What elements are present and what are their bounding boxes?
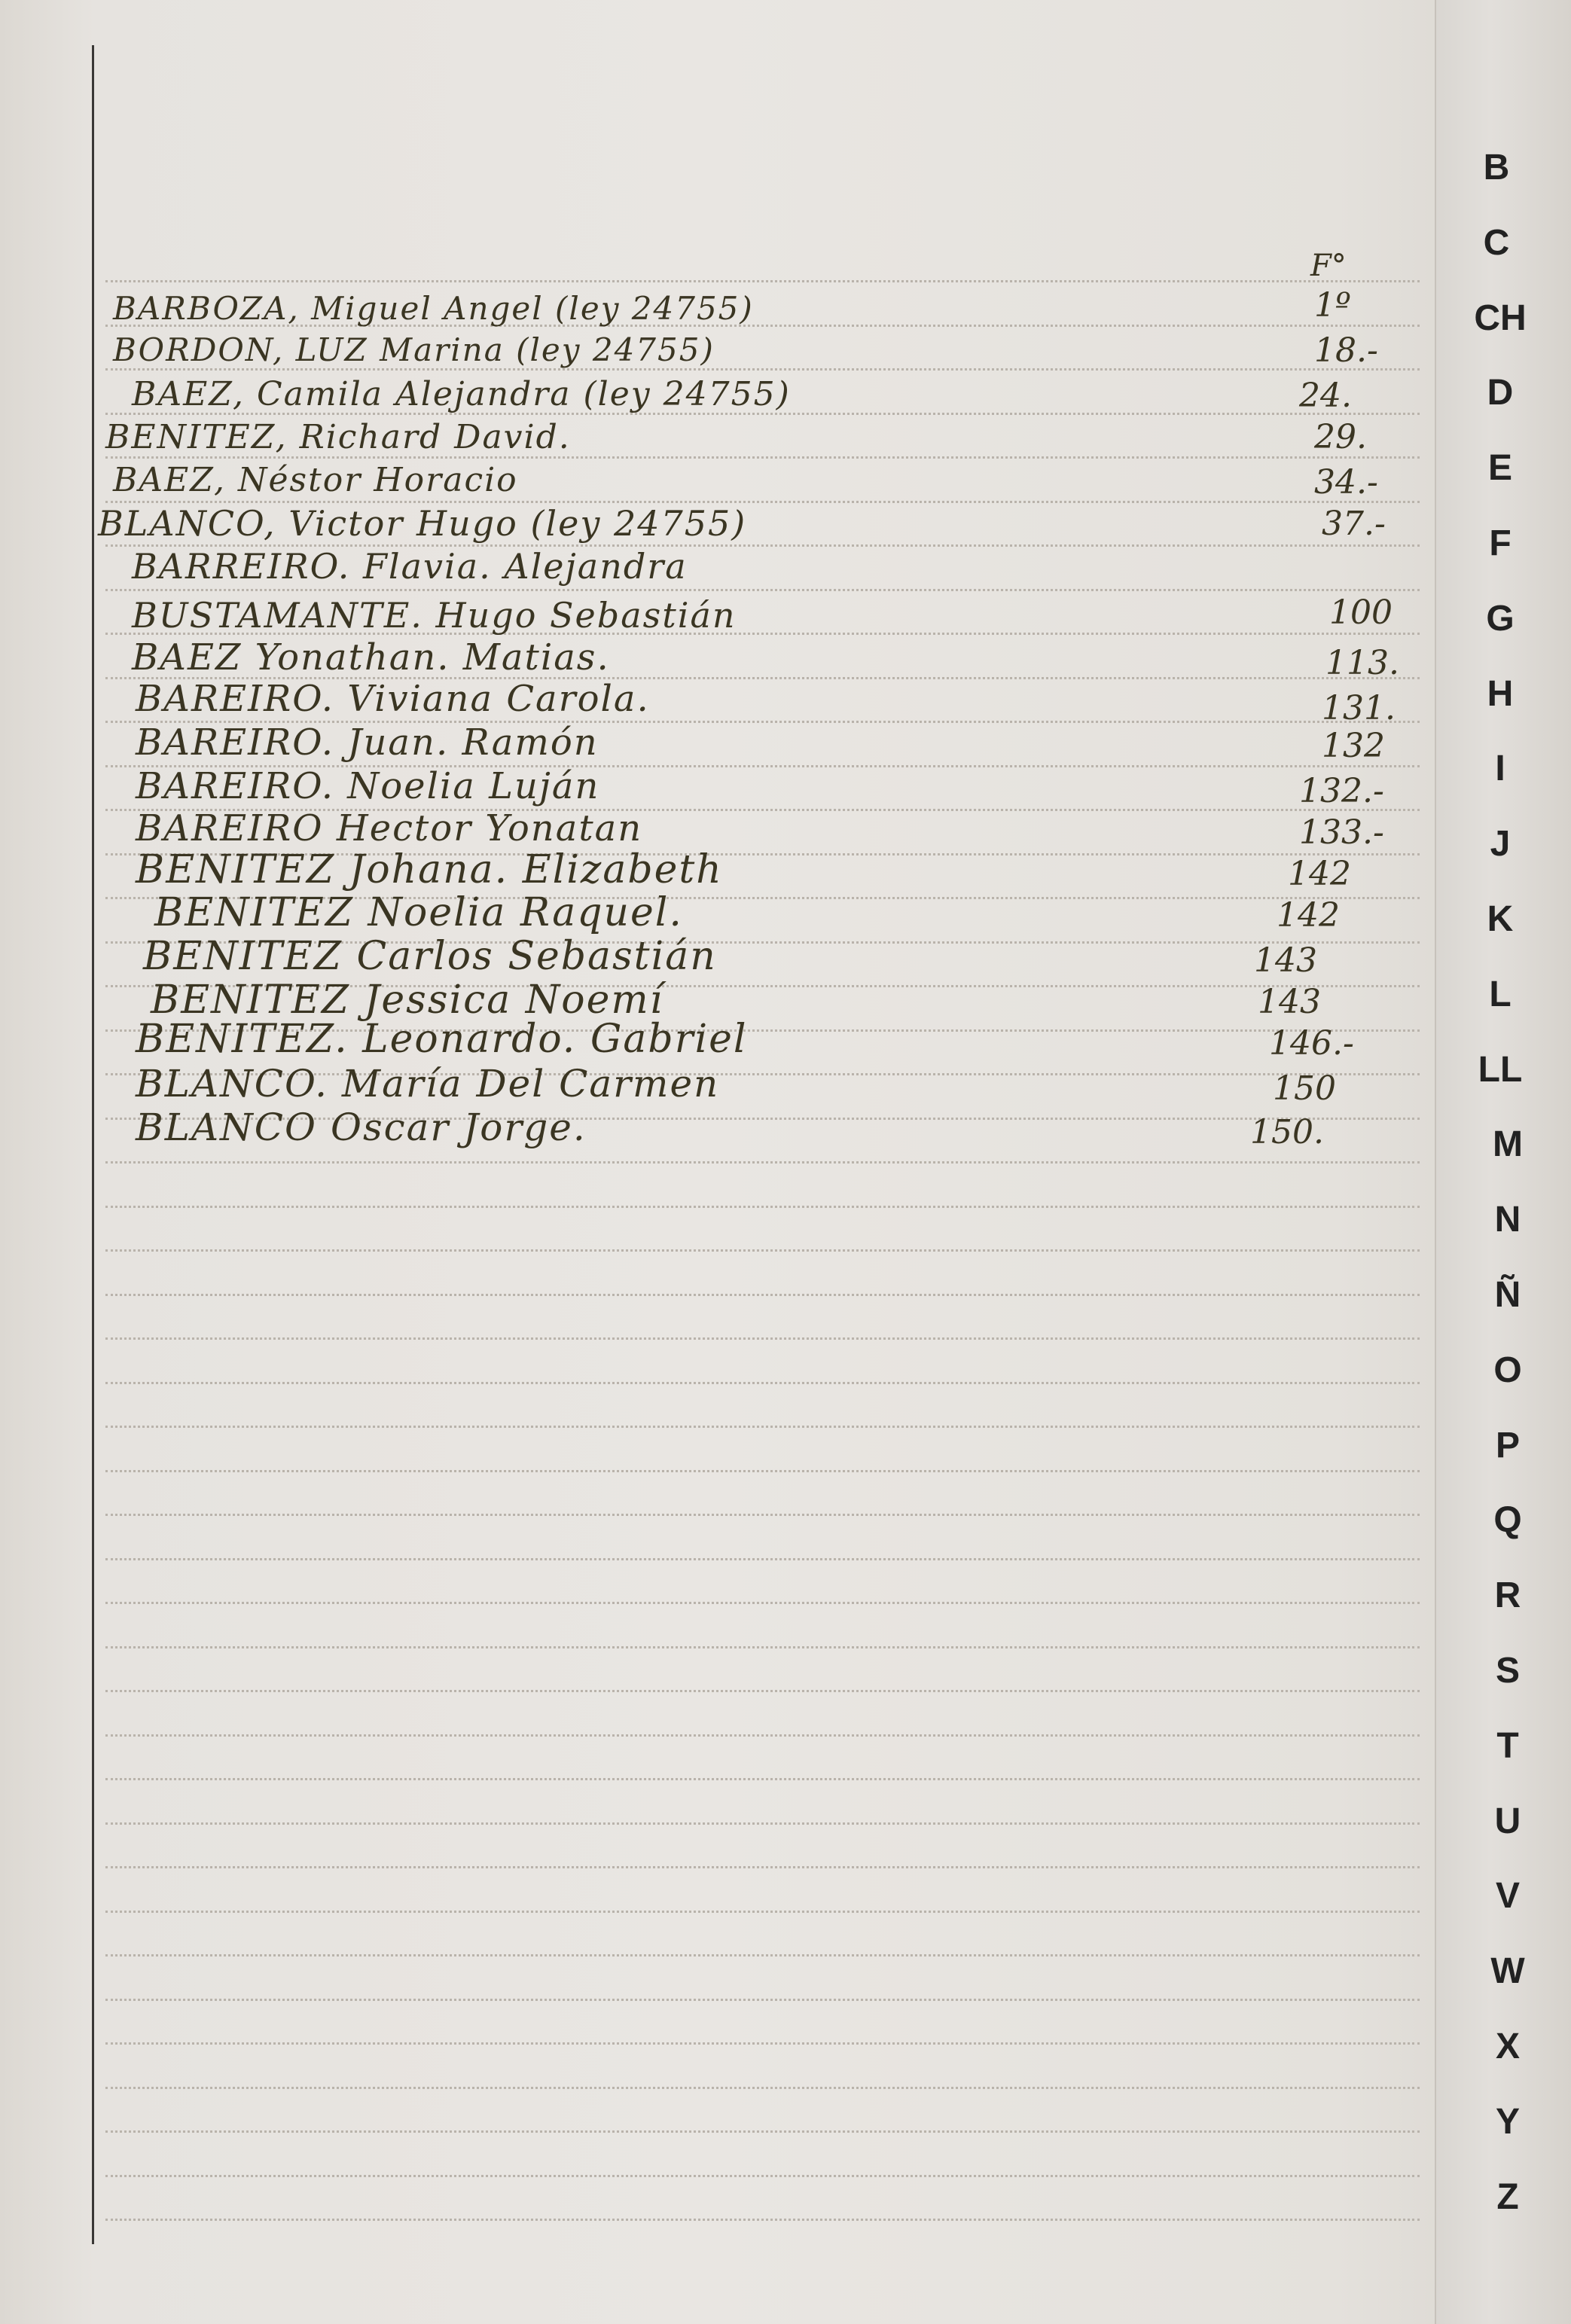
ruled-line xyxy=(105,1337,1420,1340)
index-tab[interactable]: B xyxy=(1483,148,1510,188)
entry-name: BENITEZ Jessica Noemí xyxy=(151,977,664,1023)
margin-line xyxy=(92,45,94,2244)
ruled-line xyxy=(105,1646,1420,1648)
entry-page-number: 24. xyxy=(1299,377,1352,415)
entry-name: BUSTAMANTE. Hugo Sebastián xyxy=(132,595,737,636)
index-tab[interactable]: O xyxy=(1493,1350,1522,1390)
folio-header: F° xyxy=(1310,249,1347,283)
index-tab[interactable]: L xyxy=(1489,974,1512,1014)
index-tab[interactable]: S xyxy=(1495,1651,1520,1691)
ruled-line xyxy=(105,2130,1420,2133)
entry-page-number: 143 xyxy=(1258,983,1321,1021)
ruled-line xyxy=(105,1822,1420,1825)
entry-name: BLANCO, Victor Hugo (ley 24755) xyxy=(98,503,747,544)
entry-name: BLANCO Oscar Jorge. xyxy=(136,1106,587,1149)
entry-page-number: 29. xyxy=(1314,418,1367,456)
entry-name: BAEZ, Camila Alejandra (ley 24755) xyxy=(132,375,791,413)
entry-page-number: 132.- xyxy=(1299,772,1384,810)
ruled-line xyxy=(105,1999,1420,2001)
ruled-line xyxy=(105,1514,1420,1516)
ruled-line xyxy=(105,2219,1420,2221)
entry-page-number: 113. xyxy=(1325,644,1399,682)
index-tab[interactable]: V xyxy=(1495,1876,1520,1916)
entry-page-number: 142 xyxy=(1277,896,1340,935)
entry-name: BAEZ Yonathan. Matias. xyxy=(132,636,610,679)
entry-name: BAREIRO. Viviana Carola. xyxy=(136,678,650,720)
entry-page-number: 18.- xyxy=(1314,331,1378,370)
entry-name: BAREIRO. Noelia Luján xyxy=(136,765,600,807)
entry-page-number: 150. xyxy=(1250,1113,1324,1151)
index-tab[interactable]: F xyxy=(1489,523,1512,563)
ruled-line xyxy=(105,1470,1420,1472)
index-tab[interactable]: D xyxy=(1487,373,1514,413)
index-tab[interactable]: U xyxy=(1494,1801,1521,1841)
entry-name: BENITEZ Johana. Elizabeth xyxy=(136,847,723,892)
ruled-line xyxy=(105,1866,1420,1868)
index-tab[interactable]: R xyxy=(1494,1575,1521,1615)
index-tab[interactable]: M xyxy=(1493,1124,1523,1164)
entry-page-number: 131. xyxy=(1322,689,1396,727)
ruled-line xyxy=(105,368,1420,371)
index-tab[interactable]: Z xyxy=(1496,2177,1519,2217)
ruled-line xyxy=(105,1249,1420,1252)
ruled-line xyxy=(105,1558,1420,1560)
entry-page-number: 34.- xyxy=(1314,463,1378,502)
entry-name: BARBOZA, Miguel Angel (ley 24755) xyxy=(113,290,754,327)
ruled-line xyxy=(105,1294,1420,1296)
index-tab[interactable]: G xyxy=(1486,599,1515,639)
entry-page-number: 100 xyxy=(1329,593,1393,632)
entry-page-number: 1º xyxy=(1314,286,1351,325)
ruled-line xyxy=(105,2175,1420,2177)
index-tab[interactable]: Q xyxy=(1493,1500,1522,1540)
entry-name: BENITEZ, Richard David. xyxy=(105,418,571,456)
entry-page-number: 133.- xyxy=(1299,813,1384,852)
ruled-line xyxy=(105,1954,1420,1956)
entry-page-number: 37.- xyxy=(1322,505,1386,543)
alphabet-index-strip xyxy=(1435,0,1571,2324)
index-tab[interactable]: T xyxy=(1496,1726,1519,1766)
index-tab[interactable]: X xyxy=(1495,2027,1520,2066)
ruled-line xyxy=(105,1690,1420,1692)
index-tab[interactable]: I xyxy=(1495,749,1505,788)
ruled-line xyxy=(105,1426,1420,1428)
entry-page-number: 150 xyxy=(1273,1069,1336,1108)
ruled-line xyxy=(105,1161,1420,1164)
entry-name: BARREIRO. Flavia. Alejandra xyxy=(132,546,688,587)
index-tab[interactable]: N xyxy=(1494,1200,1521,1240)
ruled-line xyxy=(105,1911,1420,1913)
entry-page-number: 142 xyxy=(1288,855,1351,893)
entry-name: BAREIRO Hector Yonatan xyxy=(136,807,643,849)
entry-name: BENITEZ Carlos Sebastián xyxy=(143,934,717,979)
entry-name: BORDON, LUZ Marina (ley 24755) xyxy=(113,331,715,368)
entry-name: BLANCO. María Del Carmen xyxy=(136,1062,720,1106)
ruled-line xyxy=(105,2087,1420,2089)
ruled-line xyxy=(105,1382,1420,1384)
index-tab[interactable]: W xyxy=(1490,1951,1525,1991)
ruled-line xyxy=(105,1206,1420,1208)
index-tab[interactable]: Ñ xyxy=(1494,1275,1521,1315)
ruled-line xyxy=(105,280,1420,282)
ruled-line xyxy=(105,589,1420,591)
ruled-line xyxy=(105,1778,1420,1780)
index-tab[interactable]: Y xyxy=(1495,2102,1520,2142)
entry-page-number: 146.- xyxy=(1269,1024,1354,1063)
ruled-line xyxy=(105,1602,1420,1604)
index-tab[interactable]: LL xyxy=(1478,1050,1523,1090)
entry-name: BAREIRO. Juan. Ramón xyxy=(136,721,599,764)
index-tab[interactable]: CH xyxy=(1474,298,1527,338)
index-tab[interactable]: H xyxy=(1487,674,1514,714)
index-tab[interactable]: P xyxy=(1495,1426,1520,1465)
entry-page-number: 132 xyxy=(1322,727,1385,765)
index-tab[interactable]: K xyxy=(1487,899,1514,939)
index-tab[interactable]: E xyxy=(1487,448,1512,488)
ruled-line xyxy=(105,1734,1420,1737)
index-tab[interactable]: C xyxy=(1483,223,1510,263)
index-tab[interactable]: J xyxy=(1490,824,1511,864)
entry-name: BENITEZ Noelia Raquel. xyxy=(154,890,683,935)
entry-name: BENITEZ. Leonardo. Gabriel xyxy=(136,1017,748,1062)
ruled-line xyxy=(105,2042,1420,2045)
entry-name: BAEZ, Néstor Horacio xyxy=(113,461,518,499)
entry-page-number: 143 xyxy=(1254,941,1317,980)
ruled-line xyxy=(105,456,1420,459)
